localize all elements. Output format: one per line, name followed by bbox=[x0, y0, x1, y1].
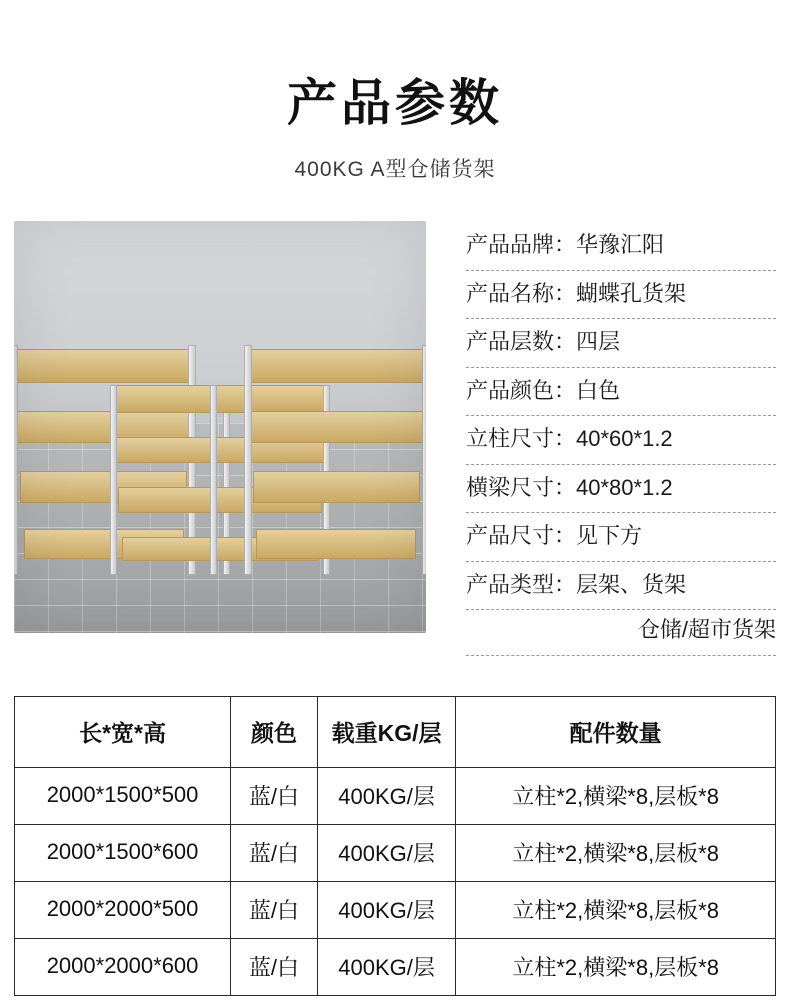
cell-color: 蓝/白 bbox=[231, 881, 318, 938]
page-subtitle: 400KG A型仓储货架 bbox=[294, 158, 496, 181]
spec-value-name: 蝴蝶孔货架 bbox=[576, 280, 687, 306]
cell-color: 蓝/白 bbox=[231, 938, 318, 995]
cell-load: 400KG/层 bbox=[317, 938, 456, 995]
spec-row-layers bbox=[466, 319, 776, 368]
spec-list bbox=[466, 221, 776, 656]
spec-label-column-size: 立柱尺寸： bbox=[466, 426, 577, 451]
spec-row-product-size bbox=[466, 513, 776, 562]
cell-load: 400KG/层 bbox=[317, 824, 456, 881]
cell-dimensions: 2000*1500*600 bbox=[15, 824, 231, 881]
spec-value-column-size: 40*60*1.2 bbox=[576, 426, 673, 451]
spec-row-product-type bbox=[466, 562, 776, 611]
spec-label-product-size: 产品尺寸： bbox=[466, 523, 577, 548]
spec-value-product-type-continued: 仓储/超市货架 bbox=[637, 617, 776, 642]
spec-row-color bbox=[466, 368, 776, 417]
spec-value-color: 白色 bbox=[576, 377, 621, 403]
spec-row-name bbox=[466, 271, 776, 320]
warehouse-shelving-photo bbox=[14, 221, 426, 633]
spec-value-product-type: 层架、货架 bbox=[576, 571, 687, 597]
table-header-row bbox=[15, 696, 776, 767]
table-header-color: 颜色 bbox=[231, 696, 318, 767]
product-overview-section bbox=[0, 221, 790, 656]
spec-row-brand bbox=[466, 225, 776, 271]
shelf-rack-right bbox=[244, 345, 426, 575]
cell-dimensions: 2000*1500*500 bbox=[15, 767, 231, 824]
spec-row-beam-size bbox=[466, 465, 776, 514]
cell-color: 蓝/白 bbox=[231, 824, 318, 881]
spec-value-product-size: 见下方 bbox=[576, 523, 643, 548]
spec-label-layers: 产品层数： bbox=[466, 329, 577, 354]
spec-label-product-type: 产品类型： bbox=[466, 571, 577, 597]
cell-dimensions: 2000*2000*500 bbox=[15, 881, 231, 938]
cell-load: 400KG/层 bbox=[317, 881, 456, 938]
table-row bbox=[15, 767, 776, 824]
cell-parts: 立柱*2,横梁*8,层板*8 bbox=[456, 767, 776, 824]
spec-label-brand: 产品品牌： bbox=[466, 232, 577, 257]
table-row bbox=[15, 938, 776, 995]
table-header-parts: 配件数量 bbox=[456, 696, 776, 767]
table-header-load: 载重KG/层 bbox=[317, 696, 456, 767]
cell-color: 蓝/白 bbox=[231, 767, 318, 824]
cell-load: 400KG/层 bbox=[317, 767, 456, 824]
spec-value-layers: 四层 bbox=[576, 329, 621, 354]
spec-label-color: 产品颜色： bbox=[466, 377, 577, 403]
table-row bbox=[15, 824, 776, 881]
spec-row-product-type-continued bbox=[466, 610, 776, 656]
page-header bbox=[0, 0, 790, 183]
table-row bbox=[15, 881, 776, 938]
spec-label-name: 产品名称： bbox=[466, 280, 577, 306]
cell-parts: 立柱*2,横梁*8,层板*8 bbox=[456, 824, 776, 881]
cell-parts: 立柱*2,横梁*8,层板*8 bbox=[456, 938, 776, 995]
cell-dimensions: 2000*2000*600 bbox=[15, 938, 231, 995]
spec-value-beam-size: 40*80*1.2 bbox=[576, 474, 673, 500]
cell-parts: 立柱*2,横梁*8,层板*8 bbox=[456, 881, 776, 938]
spec-label-beam-size: 横梁尺寸： bbox=[466, 474, 577, 500]
table-header-dimensions: 长*宽*高 bbox=[15, 696, 231, 767]
spec-table-section bbox=[14, 696, 776, 996]
spec-row-column-size bbox=[466, 416, 776, 465]
spec-value-brand: 华豫汇阳 bbox=[576, 232, 665, 257]
page-title: 产品参数 bbox=[287, 75, 503, 131]
spec-table bbox=[14, 696, 776, 996]
